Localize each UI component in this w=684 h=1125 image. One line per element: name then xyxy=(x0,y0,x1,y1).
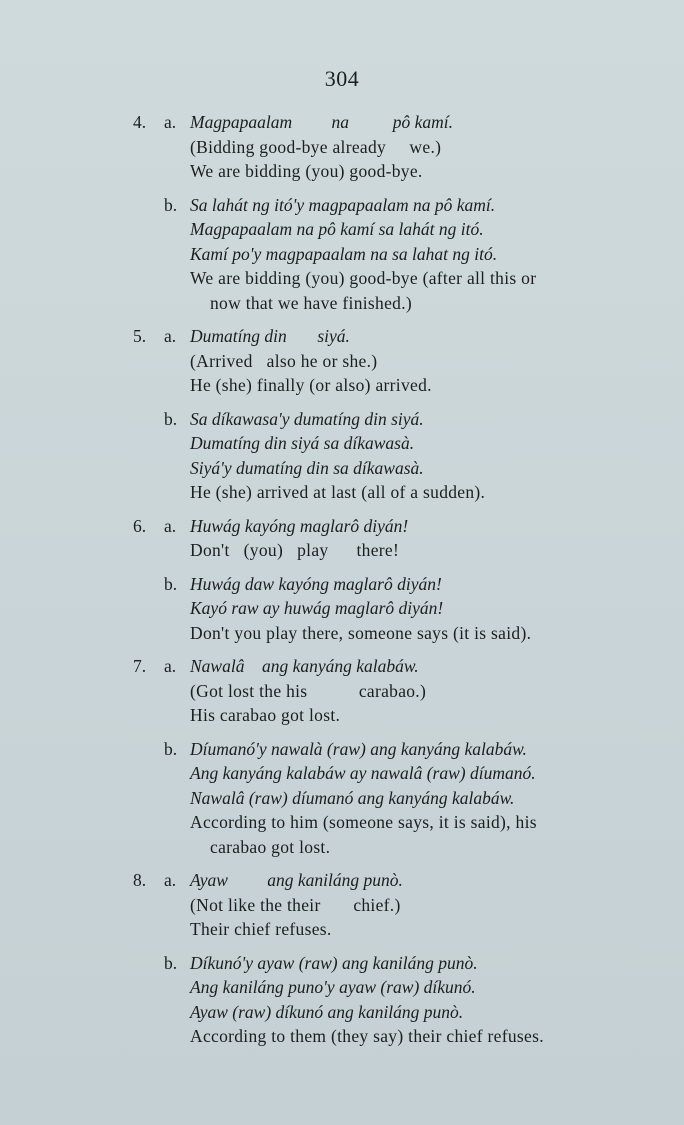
english-gloss: Their chief refuses. xyxy=(190,919,332,939)
example-number: 7. xyxy=(133,656,147,676)
tagalog-sentence: Ang kanyáng kalabáw ay nawalâ (raw) díumanó. xyxy=(190,763,536,783)
sub-letter: a. xyxy=(164,515,177,536)
tagalog-sentence: Sa díkawasa'y dumatíng din siyá. xyxy=(190,408,424,429)
example-lines xyxy=(190,193,684,316)
tagalog-sentence: Sa lahát ng itó'y magpapaalam na pô kamí. xyxy=(190,194,496,215)
example-lines xyxy=(190,654,684,728)
example-number: 5. xyxy=(133,326,147,346)
example-entry xyxy=(0,654,684,859)
english-gloss: carabao got lost. xyxy=(210,836,331,857)
tagalog-sentence: Díkunó'y ayaw (raw) ang kaniláng punò. xyxy=(190,952,478,973)
english-gloss: His carabao got lost. xyxy=(190,705,341,725)
tagalog-sentence: Magpapaalam na pô kamí. xyxy=(190,112,453,132)
example-lines xyxy=(190,951,684,1049)
english-gloss: He (she) arrived at last (all of a sudden). xyxy=(190,482,486,502)
sub-letter: b. xyxy=(164,738,178,759)
example-lines xyxy=(190,407,684,505)
sub-letter: b. xyxy=(164,194,178,215)
english-gloss: According to them (they say) their chief refuses. xyxy=(190,1026,544,1046)
example-sub xyxy=(0,951,684,1049)
sub-letter: b. xyxy=(164,952,178,973)
example-entry xyxy=(0,514,684,646)
tagalog-sentence: Dumatíng din siyá sa díkawasà. xyxy=(190,433,415,453)
tagalog-sentence: Ayaw (raw) díkunó ang kaniláng punò. xyxy=(190,1001,464,1022)
english-gloss: We are bidding (you) good-bye. xyxy=(190,161,423,181)
example-lines xyxy=(190,737,684,860)
sub-letter: b. xyxy=(164,408,178,429)
tagalog-sentence: Magpapaalam na pô kamí sa lahát ng itó. xyxy=(190,219,484,239)
example-sub xyxy=(0,514,684,563)
tagalog-sentence: Kayó raw ay huwág maglarô diyán! xyxy=(190,598,444,618)
tagalog-sentence: Ayaw ang kaniláng punò. xyxy=(190,870,403,890)
example-sub xyxy=(0,193,684,316)
sub-letter: a. xyxy=(164,326,177,346)
english-gloss: (Not like the their chief.) xyxy=(190,894,401,915)
example-entry xyxy=(0,324,684,505)
example-lines xyxy=(190,324,684,398)
english-gloss: now that we have finished.) xyxy=(210,292,413,313)
english-gloss: Don't (you) play there! xyxy=(190,540,400,560)
tagalog-sentence: Dumatíng din siyá. xyxy=(190,326,350,346)
example-sub xyxy=(0,407,684,505)
english-gloss: (Arrived also he or she.) xyxy=(190,350,378,371)
tagalog-sentence: Díumanó'y nawalà (raw) ang kanyáng kalabáw. xyxy=(190,738,527,759)
tagalog-sentence: Nawalâ (raw) díumanó ang kanyáng kalabáw. xyxy=(190,787,515,808)
example-sub xyxy=(0,324,684,398)
sub-letter: b. xyxy=(164,573,178,594)
tagalog-sentence: Huwág daw kayóng maglarô diyán! xyxy=(190,573,442,594)
example-sub xyxy=(0,868,684,942)
example-lines xyxy=(190,514,684,563)
example-sub xyxy=(0,654,684,728)
tagalog-sentence: Siyá'y dumatíng din sa díkawasà. xyxy=(190,457,424,478)
example-sub xyxy=(0,110,684,184)
english-gloss: We are bidding (you) good-bye (after all this or xyxy=(190,268,537,288)
example-number: 6. xyxy=(133,515,147,536)
tagalog-sentence: Nawalâ ang kanyáng kalabáw. xyxy=(190,656,419,676)
sub-letter: a. xyxy=(164,656,177,676)
english-gloss: (Bidding good-bye already we.) xyxy=(190,136,442,157)
example-list xyxy=(0,110,684,1049)
english-gloss: He (she) finally (or also) arrived. xyxy=(190,375,432,395)
tagalog-sentence: Kamí po'y magpapaalam na sa lahat ng itó. xyxy=(190,243,498,264)
english-gloss: According to him (someone says, it is said), his xyxy=(190,812,537,832)
tagalog-sentence: Ang kaniláng puno'y ayaw (raw) díkunó. xyxy=(190,977,476,997)
example-lines xyxy=(190,572,684,646)
example-entry xyxy=(0,868,684,1049)
example-sub xyxy=(0,572,684,646)
example-number: 4. xyxy=(133,112,147,132)
example-entry xyxy=(0,110,684,315)
tagalog-sentence: Huwág kayóng maglarô diyán! xyxy=(190,515,409,536)
sub-letter: a. xyxy=(164,112,177,132)
example-lines xyxy=(190,110,684,184)
english-gloss: Don't you play there, someone says (it is said). xyxy=(190,622,532,643)
example-number: 8. xyxy=(133,870,147,890)
page-number: 304 xyxy=(324,66,360,91)
example-sub xyxy=(0,737,684,860)
sub-letter: a. xyxy=(164,870,177,890)
english-gloss: (Got lost the his carabao.) xyxy=(190,680,427,701)
example-lines xyxy=(190,868,684,942)
